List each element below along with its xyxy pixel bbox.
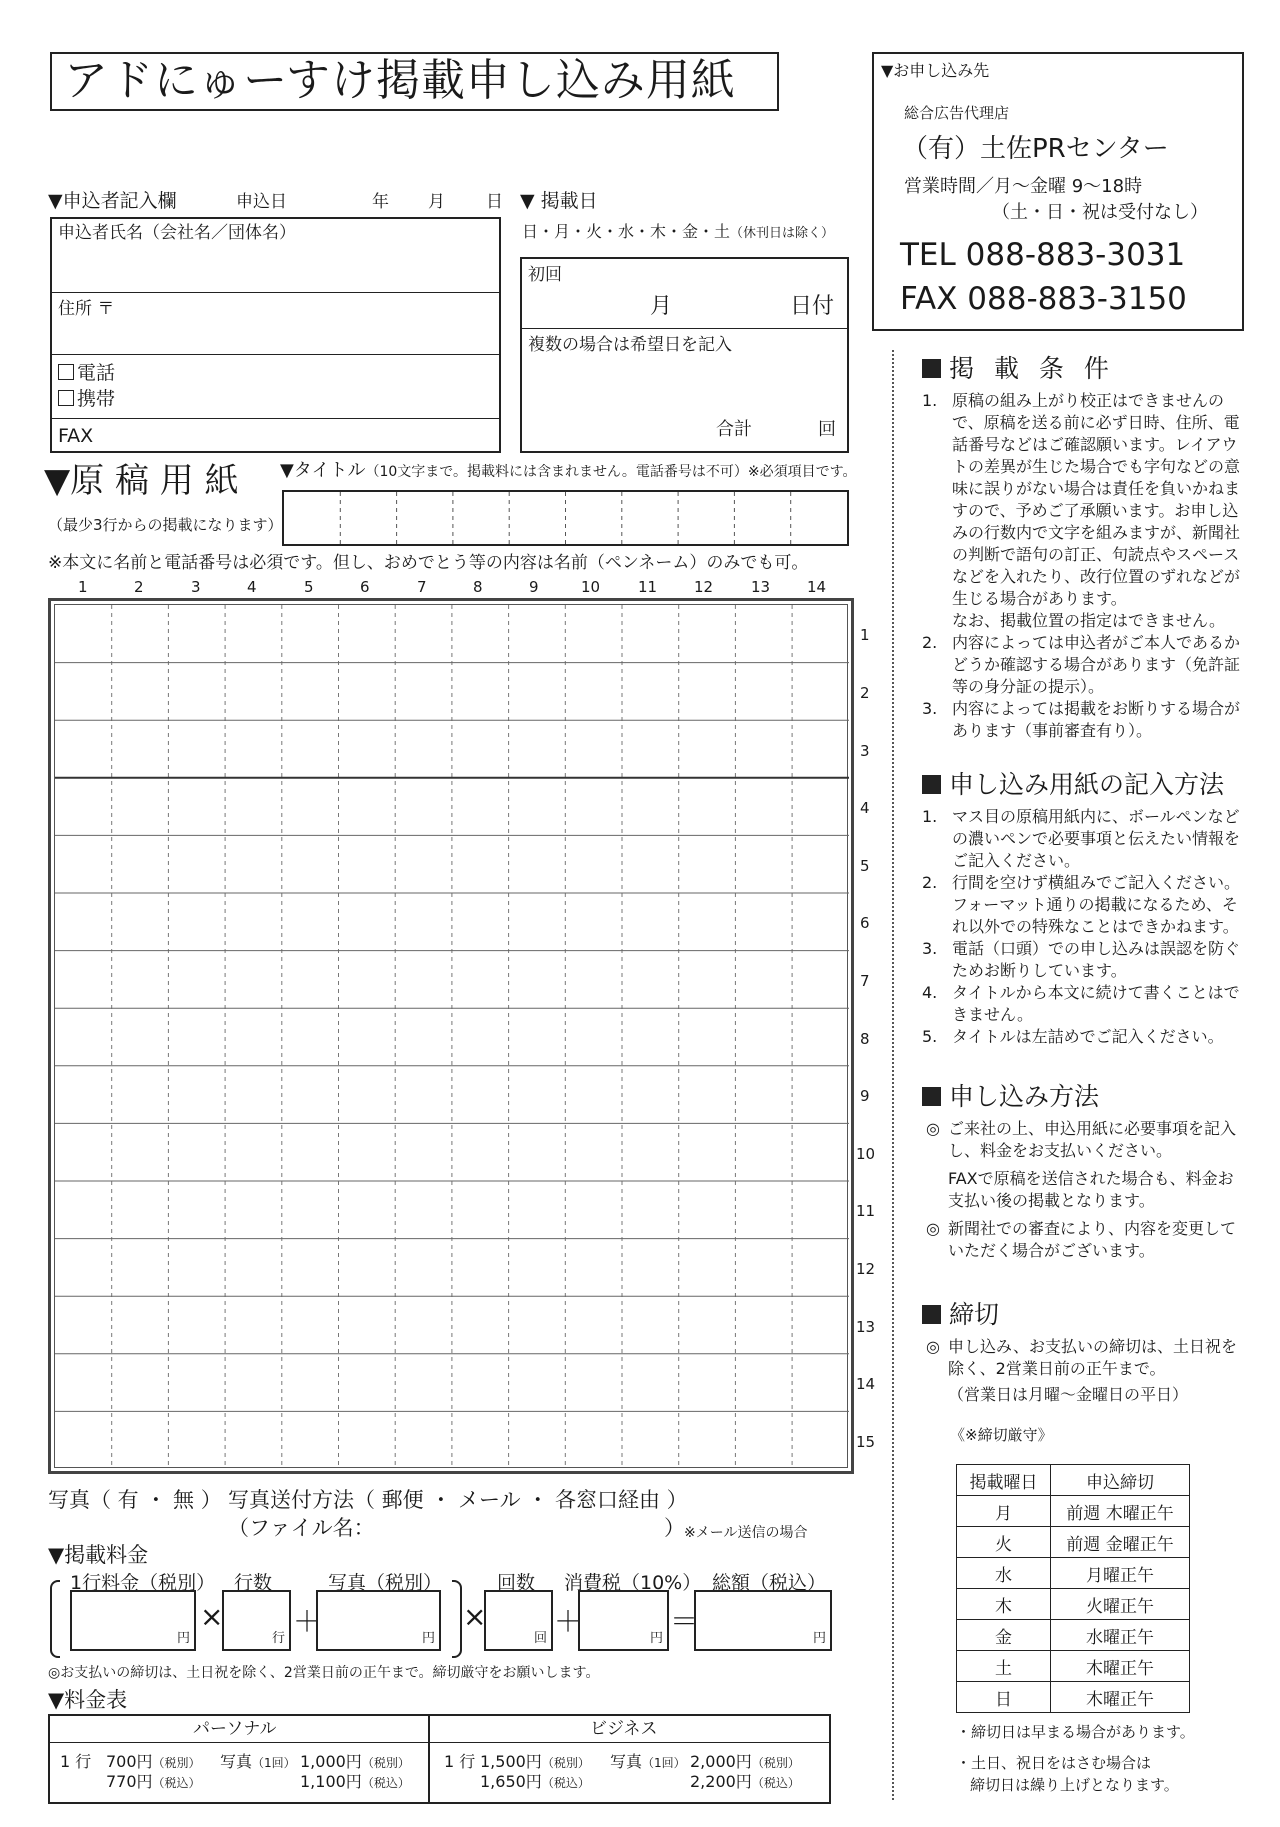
column-divider [892,350,894,1800]
method-item: ◎ ご来社の上、申込用紙に必要事項を記入し、料金をお支払いください。 [926,1119,1237,1160]
deadline-note: 締切日は繰り上げとなります。 [970,1776,1179,1794]
address-field[interactable] [52,293,499,355]
contact-heading: ▼お申し込み先 [881,61,990,80]
publish-days: 日・月・火・水・木・金・土（休刊日は除く） [522,222,835,241]
deadline-item: （営業日は月曜〜金曜日の平日） [948,1385,1189,1404]
multi-date-field[interactable] [522,329,847,451]
row-number: 15 [856,1433,876,1451]
personal-photo-price-in: 1,100円（税込） [300,1772,410,1791]
personal-line-price-in: 770円（税込） [106,1772,201,1791]
method-list [926,1118,1244,1262]
price-table [48,1714,831,1804]
table-header: 掲載曜日 [957,1465,1051,1496]
apply-day: 日 [486,192,503,212]
column-number: 9 [529,578,539,596]
tax-input[interactable]: 円 [578,1590,669,1651]
multiply-sign: × [463,1600,487,1633]
contact-hours-note: （土・日・祝は受付なし） [992,202,1208,223]
column-number: 11 [638,578,658,596]
table-cell: 金 [957,1620,1051,1651]
first-date: 日付 [790,294,835,319]
method-item: FAXで原稿を送信された場合も、料金お支払い後の掲載となります。 [948,1169,1234,1210]
name-field[interactable] [52,219,499,293]
plus-sign: ＋ [293,1605,322,1638]
column-number: 6 [360,578,370,596]
howto-heading: 申し込み用紙の記入方法 [922,772,1224,797]
condition-item: 1. 原稿の組み上がり校正はできませんので、原稿を送る前に必ず日時、住所、電話番号などはご確認願います。レイアウトの差異が生じた場合でも字句などの意味に誤りがない場合は責任を負いかねますので、予めご了承願います。お申し込みの行数内で文字を組みますが、新聞社の判断で語句の訂正、句読点やスペースなどを入れたり、改行位置のずれなどが生じる場合があります。 [922,391,1241,608]
table-cell: 火 [957,1527,1051,1558]
table-cell: 水曜正午 [1051,1620,1190,1651]
business-line-price: 1,500円（税別） [480,1752,590,1771]
personal-line-price: 700円（税別） [106,1752,201,1771]
row-number: 1 [860,626,870,644]
conditions-list [922,390,1244,742]
row-number: 5 [860,857,870,875]
equals-sign: ＝ [670,1605,699,1638]
first-label: 初回 [528,265,562,285]
title-label: ▼タイトル（10文字まで。掲載料には含まれません。電話番号は不可）※必須項目です。 [280,460,857,481]
column-number: 13 [751,578,771,596]
manuscript-grid-inner [54,604,848,1468]
table-header-row [957,1465,1190,1496]
table-cell: 木曜正午 [1051,1682,1190,1713]
times-input[interactable]: 回 [484,1590,553,1651]
apply-month: 月 [428,192,445,212]
contact-company: （有）土佐PRセンター [902,134,1169,164]
column-number: 10 [581,578,601,596]
table-row [957,1496,1190,1527]
table-cell: 火曜正午 [1051,1589,1190,1620]
condition-item: 3. 内容によっては掲載をお断りする場合があります（事前審査有り）。 [922,699,1241,740]
conditions-heading: 掲 載 条 件 [922,356,1115,381]
column-number: 5 [304,578,314,596]
table-cell: 前週 金曜正午 [1051,1527,1190,1558]
table-cell: 土 [957,1651,1051,1682]
photo-send-method[interactable]: 写真送付方法（ 郵便 ・ メール ・ 各窓口経由 ） [228,1488,688,1512]
personal-photo-label: 写真（1回） [220,1752,296,1771]
name-label: 申込者氏名（会社名／団体名） [58,223,296,243]
fee-note: ◎お支払いの締切は、土日祝を除く、2営業日前の正午まで。締切厳守をお願いします。 [48,1665,600,1681]
howto-item: 2. 行間を空けず横組みでご記入ください。フォーマット通りの掲載になるため、それ以外での特殊なことはできかねます。 [922,873,1241,936]
table-row [957,1558,1190,1589]
file-name-close: ） [664,1516,685,1540]
deadline-strict: 《※締切厳守》 [950,1426,1053,1444]
left-brace [50,1580,60,1658]
phone-label: 電話 [77,362,116,384]
contact-category: 総合広告代理店 [904,104,1010,122]
condition-item: なお、掲載位置の指定はできません。 [952,611,1225,630]
fee-col-tax: 消費税（10%） [564,1572,702,1594]
mobile-option [58,390,115,409]
row-numbers [858,598,888,1478]
business-header: ビジネス [590,1719,658,1739]
row-number: 6 [860,914,870,932]
howto-item: 5. タイトルは左詰めでご記入ください。 [922,1027,1224,1046]
photo-label[interactable]: 写真（ 有 ・ 無 ） [48,1488,222,1512]
publish-heading: ▼ 掲載日 [520,190,598,212]
table-row [957,1589,1190,1620]
line-count-input[interactable]: 行 [222,1590,291,1651]
file-name-label[interactable]: （ファイル名： [228,1516,375,1540]
form-title: アドにゅーすけ掲載申し込み用紙 [64,55,736,106]
method-heading: 申し込み方法 [922,1084,1099,1109]
personal-line-label: 1 行 [60,1752,92,1771]
manuscript-heading: ▼原 稿 用 紙 [44,461,239,501]
times-label: 回 [818,419,836,440]
applicant-box [50,217,501,453]
table-cell: 前週 木曜正午 [1051,1496,1190,1527]
line-price-input[interactable]: 円 [70,1590,196,1651]
column-number: 12 [694,578,714,596]
business-line-price-in: 1,650円（税込） [480,1772,590,1791]
mobile-checkbox[interactable] [58,390,74,406]
table-row [957,1527,1190,1558]
fee-col-times: 回数 [497,1572,536,1594]
title-cells [284,492,847,544]
fee-col-lines: 行数 [234,1572,273,1594]
table-row [957,1651,1190,1682]
form-title-box [50,52,779,111]
contact-tel: TEL 088-883-3031 [900,237,1186,273]
table-cell: 月 [957,1496,1051,1527]
fee-col-photo: 写真（税別） [328,1572,443,1594]
row-number: 10 [856,1145,876,1163]
howto-item: 1. マス目の原稿用紙内に、ボールペンなどの濃いペンで必要事項と伝えたい情報をご記入ください。 [922,807,1241,870]
first-date-field[interactable] [522,259,847,329]
manuscript-min-note: （最少3行からの掲載になります） [48,516,283,534]
method-item: ◎ 新聞社での審査により、内容を変更していただく場合がございます。 [926,1219,1237,1260]
row-number: 11 [856,1202,876,1220]
column-number: 1 [78,578,88,596]
contact-box [872,52,1244,331]
right-brace [452,1580,462,1658]
total-label: 合計 [716,419,752,440]
row-number: 3 [860,742,870,760]
fax-label: FAX [58,425,94,447]
deadline-list [926,1336,1244,1406]
column-number: 2 [134,578,144,596]
column-number: 8 [473,578,483,596]
table-cell: 日 [957,1682,1051,1713]
title-input-box[interactable] [282,490,849,546]
row-number: 4 [860,799,870,817]
personal-photo-price: 1,000円（税別） [300,1752,410,1771]
howto-item: 3. 電話（口頭）での申し込みは誤認を防ぐためお断りしています。 [922,939,1241,980]
address-label: 住所 〒 [58,299,115,319]
multi-label: 複数の場合は希望日を記入 [528,335,732,355]
phone-field[interactable] [52,355,499,419]
table-row [957,1682,1190,1713]
contact-hours: 営業時間／月〜金曜 9〜18時 [904,176,1143,197]
apply-year: 年 [372,192,389,212]
column-numbers [52,580,852,598]
mobile-label: 携帯 [77,388,116,410]
first-month: 月 [650,294,673,319]
apply-date-label: 申込日 [236,192,287,212]
fax-field[interactable] [52,419,499,451]
fee-col-line-price: 1行料金（税別） [70,1572,216,1594]
column-number: 7 [417,578,427,596]
table-cell: 月曜正午 [1051,1558,1190,1589]
business-photo-label: 写真（1回） [610,1752,686,1771]
fee-col-total: 総額（税込） [712,1572,827,1594]
business-line-label: 1 行 [444,1752,476,1771]
publish-box [520,257,849,453]
table-cell: 木曜正午 [1051,1651,1190,1682]
phone-option [58,364,115,383]
column-number: 3 [191,578,201,596]
row-number: 2 [860,684,870,702]
phone-checkbox[interactable] [58,364,74,380]
fee-heading: ▼掲載料金 [48,1543,149,1567]
column-number: 4 [247,578,257,596]
table-header: 申込締切 [1051,1465,1190,1496]
business-photo-price: 2,000円（税別） [690,1752,800,1771]
row-number: 14 [856,1375,876,1393]
row-number: 8 [860,1030,870,1048]
body-note: ※本文に名前と電話番号は必須です。但し、おめでとう等の内容は名前（ペンネーム）のみでも可。 [48,553,809,573]
business-photo-price-in: 2,200円（税込） [690,1772,800,1791]
multiply-sign: × [200,1600,224,1633]
deadline-table [956,1464,1190,1713]
mail-note: ※メール送信の場合 [684,1525,808,1541]
howto-list [922,806,1244,1048]
table-cell: 木 [957,1589,1051,1620]
photo-price-input[interactable]: 円 [316,1590,441,1651]
deadline-item: ◎ 申し込み、お支払いの締切は、土日祝を除く、2営業日前の正午まで。 [926,1337,1237,1378]
row-number: 7 [860,972,870,990]
column-number: 14 [807,578,827,596]
condition-item: 2. 内容によっては申込者がご本人であるかどうか確認する場合があります（免許証等の身分証の提示）。 [922,633,1241,696]
grid-lines [55,605,849,1469]
deadline-note: ・締切日は早まる場合があります。 [956,1723,1195,1741]
price-table-heading: ▼料金表 [48,1688,128,1712]
deadline-heading: 締切 [922,1302,999,1327]
contact-fax: FAX 088-883-3150 [900,281,1187,317]
applicant-heading: ▼申込者記入欄 [48,190,177,212]
table-row [957,1620,1190,1651]
row-number: 13 [856,1318,876,1336]
manuscript-grid[interactable] [48,598,854,1474]
row-number: 12 [856,1260,876,1278]
personal-header: パーソナル [193,1719,277,1739]
table-cell: 水 [957,1558,1051,1589]
total-input[interactable]: 円 [694,1590,832,1651]
row-number: 9 [860,1087,870,1105]
plus-sign: ＋ [554,1605,583,1638]
howto-item: 4. タイトルから本文に続けて書くことはできません。 [922,983,1240,1024]
deadline-note: ・土日、祝日をはさむ場合は [956,1754,1152,1772]
